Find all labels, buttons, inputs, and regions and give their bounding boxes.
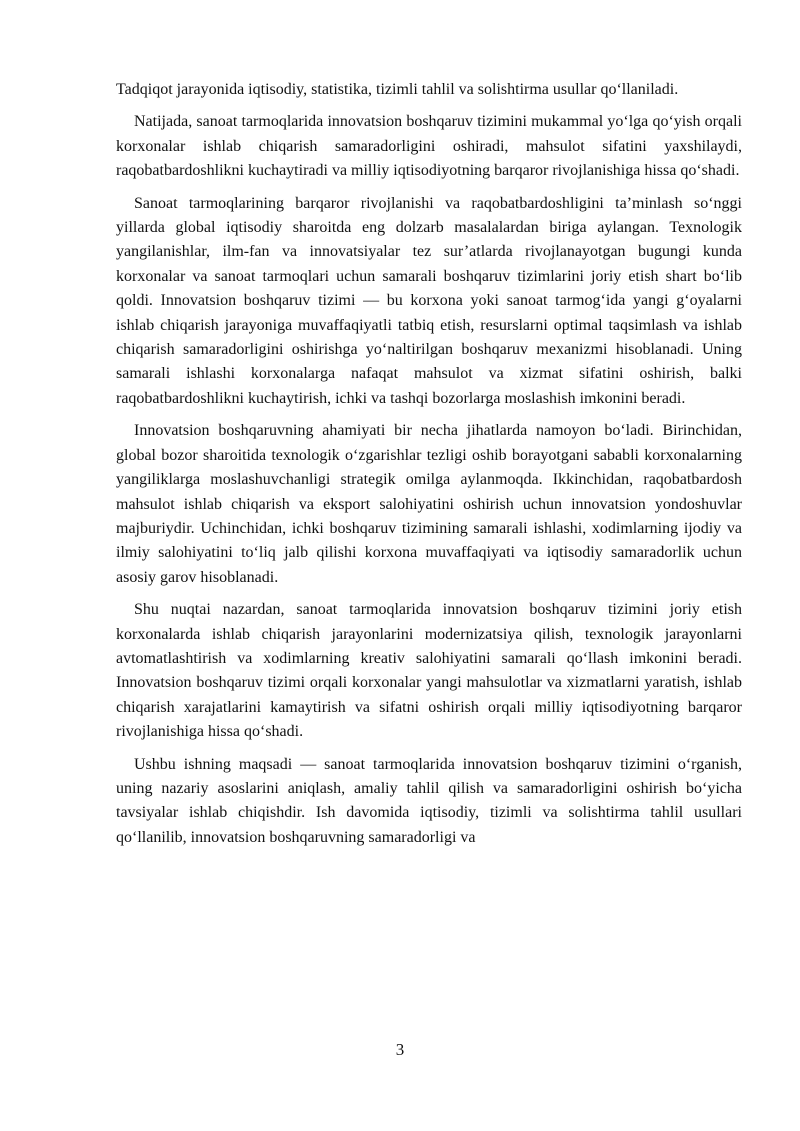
document-body bbox=[116, 78, 742, 858]
paragraph-2: Natijada, sanoat tarmoqlarida innovatsion boshqaruv tizimini mukammal yo‘lga qo‘yish orqali korxonalar ishlab chiqarish samaradorligini oshiradi, mahsulot sifatini yaxshilaydi, raqobatbardoshlikni kuchaytiradi va milliy iqtisodiyotning barqaror rivojlanishiga hissa qo‘shadi. bbox=[116, 113, 742, 180]
paragraph-4: Innovatsion boshqaruvning ahamiyati bir necha jihatlarda namoyon bo‘ladi. Birinchidan, global bozor sharoitida texnologik o‘zgarishlar tezligi oshib borayotgani sababli korxonalarning yangiliklarga moslashuvchanligi strategik omilga aylanmoqda. Ikkinchidan, raqobatbardosh mahsulot ishlab chiqarish va eksport salohiyatini oshirish uchun innovatsion yondoshuvlar majburiydir. Uchinchidan, ichki boshqaruv tizimining samarali ishlashi, xodimlarning ijodiy va ilmiy salohiyatini to‘liq jalb qilishi korxona muvaffaqiyati va iqtisodiy samaradorlik uchun asosiy garov hisoblanadi. bbox=[116, 422, 742, 586]
paragraph-3: Sanoat tarmoqlarining barqaror rivojlanishi va raqobatbardoshligini ta’minlash so‘nggi yillarda global iqtisodiy sharoitda eng dolzarb masalalardan biriga aylangan. Texnologik yangilanishlar, ilm-fan va innovatsiyalar tez sur’atlarda rivojlanayotgan bugungi kunda korxonalar va sanoat tarmoqlari uchun samarali boshqaruv tizimlarini joriy etish shart bo‘lib qoldi. Innovatsion boshqaruv tizimi — bu korxona yoki sanoat tarmog‘ida yangi g‘oyalarni ishlab chiqarish jarayoniga muvaffaqiyatli tatbiq etish, resurslarni optimal taqsimlash va ishlab chiqarish samaradorligini oshirishga yo‘naltirilgan boshqaruv mexanizmi hisoblanadi. Uning samarali ishlashi korxonalarga nafaqat mahsulot va xizmat sifatini oshirish, balki raqobatbardoshlikni kuchaytirish, ichki va tashqi bozorlarga moslashish imkonini beradi. bbox=[116, 194, 742, 407]
paragraph-1: Tadqiqot jarayonida iqtisodiy, statistika, tizimli tahlil va solishtirma usullar qo‘llaniladi. bbox=[116, 81, 679, 98]
paragraph-5: Shu nuqtai nazardan, sanoat tarmoqlarida innovatsion boshqaruv tizimini joriy etish korxonalarda ishlab chiqarish jarayonlarini modernizatsiya qilish, texnologik jarayonlarni avtomatlashtirish va xodimlarning kreativ salohiyatini samarali qo‘llash imkonini beradi. Innovatsion boshqaruv tizimi orqali korxonalar yangi mahsulotlar va xizmatlarni yaratish, ishlab chiqarish xarajatlarini kamaytirish va sifatni oshirish orqali milliy iqtisodiyotning barqaror rivojlanishiga hissa qo‘shadi. bbox=[116, 601, 742, 741]
page-number: 3 bbox=[395, 1040, 405, 1059]
paragraph-6: Ushbu ishning maqsadi — sanoat tarmoqlarida innovatsion boshqaruv tizimini o‘rganish, uning nazariy asoslarini aniqlash, amaliy tahlil qilish va samaradorligini oshirish bo‘yicha tavsiyalar ishlab chiqishdir. Ish davomida iqtisodiy, tizimli va solishtirma tahlil usullari qo‘llanilib, innovatsion boshqaruvning samaradorligi va bbox=[116, 755, 742, 846]
